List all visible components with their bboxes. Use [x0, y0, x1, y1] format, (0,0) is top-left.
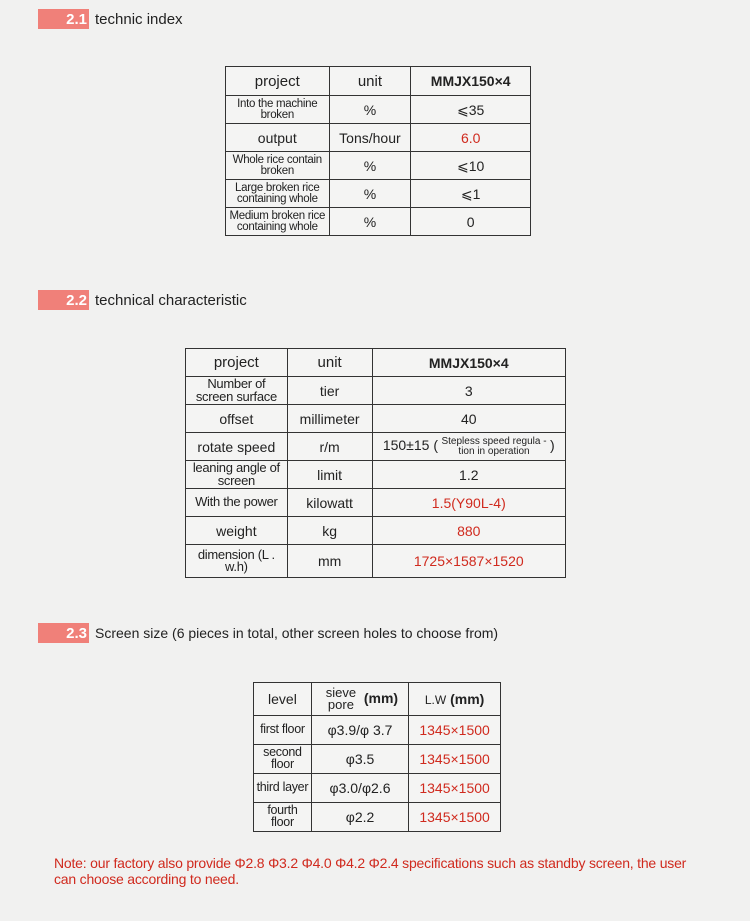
header-pore-unit: (mm) [363, 689, 399, 706]
row-unit: % [329, 96, 411, 124]
table-row [226, 124, 531, 152]
section-title: technic index [95, 10, 183, 28]
header-model: MMJX150×4 [372, 349, 565, 377]
row-project: leaning angle of screen [186, 461, 288, 489]
header-project: project [186, 349, 288, 377]
header-lw-cell [409, 683, 501, 716]
table-row [186, 517, 566, 545]
row-project: Into the machine broken [226, 96, 330, 124]
row-size: 1345×1500 [409, 745, 501, 774]
table-row [186, 461, 566, 489]
table-row [254, 803, 501, 832]
row-project: rotate speed [186, 433, 288, 461]
header-unit: unit [329, 67, 411, 96]
section-number-badge: 2.3 [38, 623, 89, 643]
table-row [254, 745, 501, 774]
row-unit: tier [287, 377, 372, 405]
row-project: output [226, 124, 330, 152]
row-level: first floor [254, 716, 312, 745]
section-number-badge: 2.2 [38, 290, 89, 310]
footnote: Note: our factory also provide Φ2.8 Φ3.2 Φ4.0 Φ4.2 Φ2.4 specifications such as standby screen, the user can choose according to need. [54, 855, 687, 887]
row-unit: millimeter [287, 405, 372, 433]
table-header-row [226, 67, 531, 96]
row-project: dimension (L . w.h) [186, 545, 288, 578]
row-pore: φ3.9/φ 3.7 [311, 716, 408, 745]
technical-characteristic-table [185, 348, 566, 578]
table-row [186, 433, 566, 461]
row-level: third layer [254, 774, 312, 803]
row-unit: % [329, 152, 411, 180]
row-unit: % [329, 208, 411, 236]
header-project: project [226, 67, 330, 96]
row-unit: Tons/hour [329, 124, 411, 152]
table-header-row [186, 349, 566, 377]
row-value: ⩽10 [411, 152, 531, 180]
row-unit: mm [287, 545, 372, 578]
table-header-row [254, 683, 501, 716]
row-project: Number of screen surface [186, 377, 288, 405]
row-unit: kg [287, 517, 372, 545]
row-unit: kilowatt [287, 489, 372, 517]
speed-note: Stepless speed regula -tion in operation [441, 436, 547, 457]
row-level: fourth floor [254, 803, 312, 832]
close-paren: ) [550, 437, 555, 454]
row-unit: % [329, 180, 411, 208]
row-unit: limit [287, 461, 372, 489]
row-value: 0 [411, 208, 531, 236]
row-project: Medium broken rice containing whole [226, 208, 330, 236]
table-row [226, 96, 531, 124]
row-value: 150±15 [382, 437, 430, 454]
row-pore: φ3.5 [311, 745, 408, 774]
technic-index-table [225, 66, 531, 236]
row-project: With the power [186, 489, 288, 517]
row-size: 1345×1500 [409, 716, 501, 745]
table-row [186, 405, 566, 433]
row-pore: φ2.2 [311, 803, 408, 832]
row-project: Whole rice contain broken [226, 152, 330, 180]
header-model: MMJX150×4 [411, 67, 531, 96]
row-size: 1345×1500 [409, 803, 501, 832]
table-row [226, 180, 531, 208]
row-project: weight [186, 517, 288, 545]
row-project: Large broken rice containing whole [226, 180, 330, 208]
section-header-2-2 [38, 289, 247, 311]
table-row [254, 774, 501, 803]
table-row [226, 208, 531, 236]
table-row [186, 489, 566, 517]
header-lw: L.W [424, 693, 447, 707]
row-value-cell [372, 433, 565, 461]
section-number-badge: 2.1 [38, 9, 89, 29]
table-row [186, 545, 566, 578]
row-value: 880 [372, 517, 565, 545]
header-level: level [254, 683, 312, 716]
row-value: 1.5(Y90L-4) [372, 489, 565, 517]
header-sieve-pore-cell [311, 683, 408, 716]
row-value: 1.2 [372, 461, 565, 489]
row-project: offset [186, 405, 288, 433]
section-header-2-3 [38, 622, 498, 644]
screen-size-table [253, 682, 501, 832]
table-row [186, 377, 566, 405]
table-row [226, 152, 531, 180]
open-paren: ( [433, 437, 439, 454]
section-title: Screen size (6 pieces in total, other screen holes to choose from) [95, 625, 499, 641]
header-unit: unit [287, 349, 372, 377]
row-pore: φ3.0/φ2.6 [311, 774, 408, 803]
section-header-2-1 [38, 8, 183, 30]
row-level: second floor [254, 745, 312, 774]
section-title: technical characteristic [95, 291, 247, 309]
header-sieve-pore: sieve pore [325, 684, 357, 712]
table-row [254, 716, 501, 745]
row-value: 40 [372, 405, 565, 433]
row-value: 3 [372, 377, 565, 405]
header-lw-unit: (mm) [450, 691, 485, 707]
row-unit: r/m [287, 433, 372, 461]
row-value: 1725×1587×1520 [372, 545, 565, 578]
row-size: 1345×1500 [409, 774, 501, 803]
row-value: ⩽35 [411, 96, 531, 124]
row-value: ⩽1 [411, 180, 531, 208]
row-value: 6.0 [411, 124, 531, 152]
